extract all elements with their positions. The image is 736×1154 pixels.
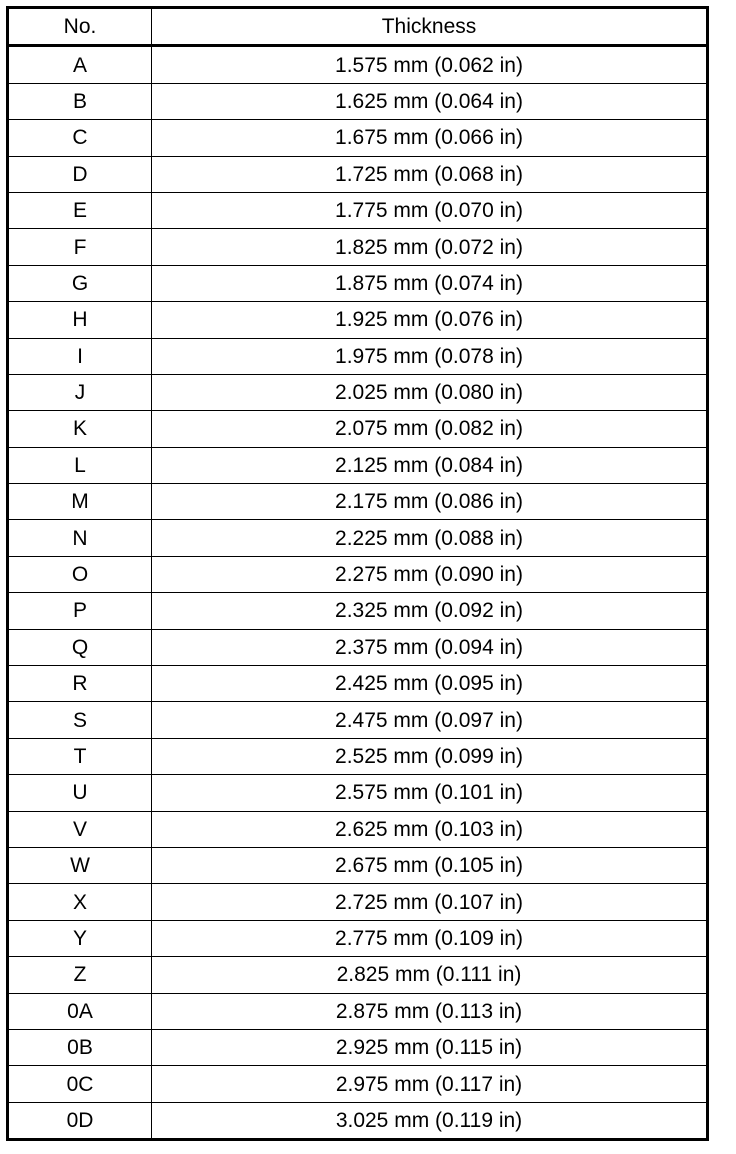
cell-thickness: 2.925 mm (0.115 in) bbox=[152, 1029, 708, 1065]
cell-thickness: 2.525 mm (0.099 in) bbox=[152, 738, 708, 774]
table-row bbox=[8, 957, 708, 993]
cell-thickness: 2.975 mm (0.117 in) bbox=[152, 1066, 708, 1102]
cell-thickness: 1.725 mm (0.068 in) bbox=[152, 156, 708, 192]
cell-thickness: 2.725 mm (0.107 in) bbox=[152, 884, 708, 920]
cell-no: 0D bbox=[8, 1102, 152, 1139]
cell-no: Z bbox=[8, 957, 152, 993]
cell-thickness: 2.875 mm (0.113 in) bbox=[152, 993, 708, 1029]
table-row bbox=[8, 738, 708, 774]
cell-thickness: 1.925 mm (0.076 in) bbox=[152, 302, 708, 338]
cell-thickness: 2.475 mm (0.097 in) bbox=[152, 702, 708, 738]
cell-no: 0A bbox=[8, 993, 152, 1029]
table-row bbox=[8, 411, 708, 447]
cell-no: T bbox=[8, 738, 152, 774]
cell-thickness: 1.625 mm (0.064 in) bbox=[152, 83, 708, 119]
cell-no: X bbox=[8, 884, 152, 920]
cell-no: K bbox=[8, 411, 152, 447]
cell-thickness: 2.425 mm (0.095 in) bbox=[152, 666, 708, 702]
cell-no: E bbox=[8, 192, 152, 228]
table-row bbox=[8, 265, 708, 301]
table-row bbox=[8, 229, 708, 265]
table-row bbox=[8, 593, 708, 629]
cell-thickness: 2.325 mm (0.092 in) bbox=[152, 593, 708, 629]
cell-thickness: 2.075 mm (0.082 in) bbox=[152, 411, 708, 447]
cell-thickness: 2.275 mm (0.090 in) bbox=[152, 556, 708, 592]
cell-thickness: 2.025 mm (0.080 in) bbox=[152, 374, 708, 410]
cell-no: M bbox=[8, 484, 152, 520]
cell-no: S bbox=[8, 702, 152, 738]
cell-thickness: 1.775 mm (0.070 in) bbox=[152, 192, 708, 228]
cell-no: N bbox=[8, 520, 152, 556]
cell-no: V bbox=[8, 811, 152, 847]
cell-thickness: 2.775 mm (0.109 in) bbox=[152, 920, 708, 956]
table-row bbox=[8, 920, 708, 956]
cell-no: O bbox=[8, 556, 152, 592]
table-row bbox=[8, 666, 708, 702]
table-row bbox=[8, 83, 708, 119]
cell-no: D bbox=[8, 156, 152, 192]
cell-thickness: 2.825 mm (0.111 in) bbox=[152, 957, 708, 993]
table-row bbox=[8, 556, 708, 592]
table-row bbox=[8, 993, 708, 1029]
cell-thickness: 2.225 mm (0.088 in) bbox=[152, 520, 708, 556]
cell-no: Y bbox=[8, 920, 152, 956]
cell-thickness: 2.625 mm (0.103 in) bbox=[152, 811, 708, 847]
table-row bbox=[8, 120, 708, 156]
table-row bbox=[8, 484, 708, 520]
cell-no: Q bbox=[8, 629, 152, 665]
header-thickness: Thickness bbox=[152, 8, 708, 46]
table-row bbox=[8, 156, 708, 192]
cell-no: W bbox=[8, 847, 152, 883]
table-row bbox=[8, 192, 708, 228]
table-header bbox=[8, 8, 708, 46]
cell-no: P bbox=[8, 593, 152, 629]
cell-no: 0B bbox=[8, 1029, 152, 1065]
table-row bbox=[8, 884, 708, 920]
cell-no: I bbox=[8, 338, 152, 374]
table-body bbox=[8, 46, 708, 1140]
table-row bbox=[8, 46, 708, 83]
cell-thickness: 1.575 mm (0.062 in) bbox=[152, 46, 708, 83]
cell-no: F bbox=[8, 229, 152, 265]
cell-no: G bbox=[8, 265, 152, 301]
cell-no: C bbox=[8, 120, 152, 156]
table-row bbox=[8, 702, 708, 738]
cell-thickness: 1.875 mm (0.074 in) bbox=[152, 265, 708, 301]
cell-no: 0C bbox=[8, 1066, 152, 1102]
cell-thickness: 1.975 mm (0.078 in) bbox=[152, 338, 708, 374]
table-row bbox=[8, 338, 708, 374]
cell-no: J bbox=[8, 374, 152, 410]
table-row bbox=[8, 374, 708, 410]
cell-thickness: 1.675 mm (0.066 in) bbox=[152, 120, 708, 156]
table-row bbox=[8, 1102, 708, 1139]
cell-no: R bbox=[8, 666, 152, 702]
cell-thickness: 3.025 mm (0.119 in) bbox=[152, 1102, 708, 1139]
cell-thickness: 2.175 mm (0.086 in) bbox=[152, 484, 708, 520]
cell-thickness: 2.375 mm (0.094 in) bbox=[152, 629, 708, 665]
table-row bbox=[8, 847, 708, 883]
cell-thickness: 1.825 mm (0.072 in) bbox=[152, 229, 708, 265]
table-row bbox=[8, 811, 708, 847]
table-row bbox=[8, 1066, 708, 1102]
thickness-table bbox=[6, 6, 709, 1141]
cell-thickness: 2.575 mm (0.101 in) bbox=[152, 775, 708, 811]
cell-no: B bbox=[8, 83, 152, 119]
table-row bbox=[8, 1029, 708, 1065]
header-row bbox=[8, 8, 708, 46]
cell-no: H bbox=[8, 302, 152, 338]
cell-thickness: 2.675 mm (0.105 in) bbox=[152, 847, 708, 883]
table-row bbox=[8, 629, 708, 665]
table-row bbox=[8, 302, 708, 338]
table-row bbox=[8, 447, 708, 483]
cell-thickness: 2.125 mm (0.084 in) bbox=[152, 447, 708, 483]
cell-no: A bbox=[8, 46, 152, 83]
table-row bbox=[8, 775, 708, 811]
table-row bbox=[8, 520, 708, 556]
cell-no: U bbox=[8, 775, 152, 811]
header-no: No. bbox=[8, 8, 152, 46]
cell-no: L bbox=[8, 447, 152, 483]
